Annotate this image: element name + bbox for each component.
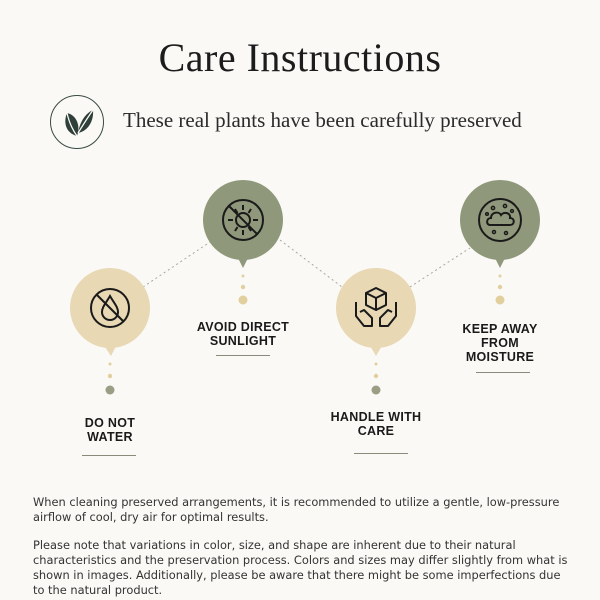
no-water-drop-icon [87, 285, 133, 331]
item-label-avoid-sunlight: AVOID DIRECT SUNLIGHT [196, 320, 290, 348]
page-title: Care Instructions [158, 35, 442, 80]
subtitle: These real plants have been carefully preserved [123, 108, 522, 132]
item-rule [476, 372, 530, 373]
item-rule [216, 355, 270, 356]
item-rule [82, 455, 136, 456]
avoid-sunlight-circle [203, 180, 283, 260]
item-label-keep-away-moisture: KEEP AWAY FROM MOISTURE [462, 322, 538, 364]
item-label-handle-with-care: HANDLE WITH CARE [330, 410, 422, 438]
cleaning-note: When cleaning preserved arrangements, it is recommended to utilize a gentle, low-pressure airflow of cool, dry air for optimal results. [33, 495, 560, 524]
handle-with-care-circle [336, 268, 416, 348]
item-rule [354, 453, 408, 454]
hands-box-icon [350, 282, 402, 334]
keep-away-moisture-circle [460, 180, 540, 260]
variation-note: Please note that variations in color, size, and shape are inherent due to their natural characteristics and the preservation process. Colors and sizes may differ slightly from what is shown in images. Additionally, please be aware that there might be some imperfections due to the natural product. [33, 538, 568, 597]
do-not-water-circle [70, 268, 150, 348]
no-moisture-icon [475, 195, 525, 245]
item-label-do-not-water: DO NOT WATER [84, 416, 136, 444]
no-sun-icon [219, 196, 267, 244]
